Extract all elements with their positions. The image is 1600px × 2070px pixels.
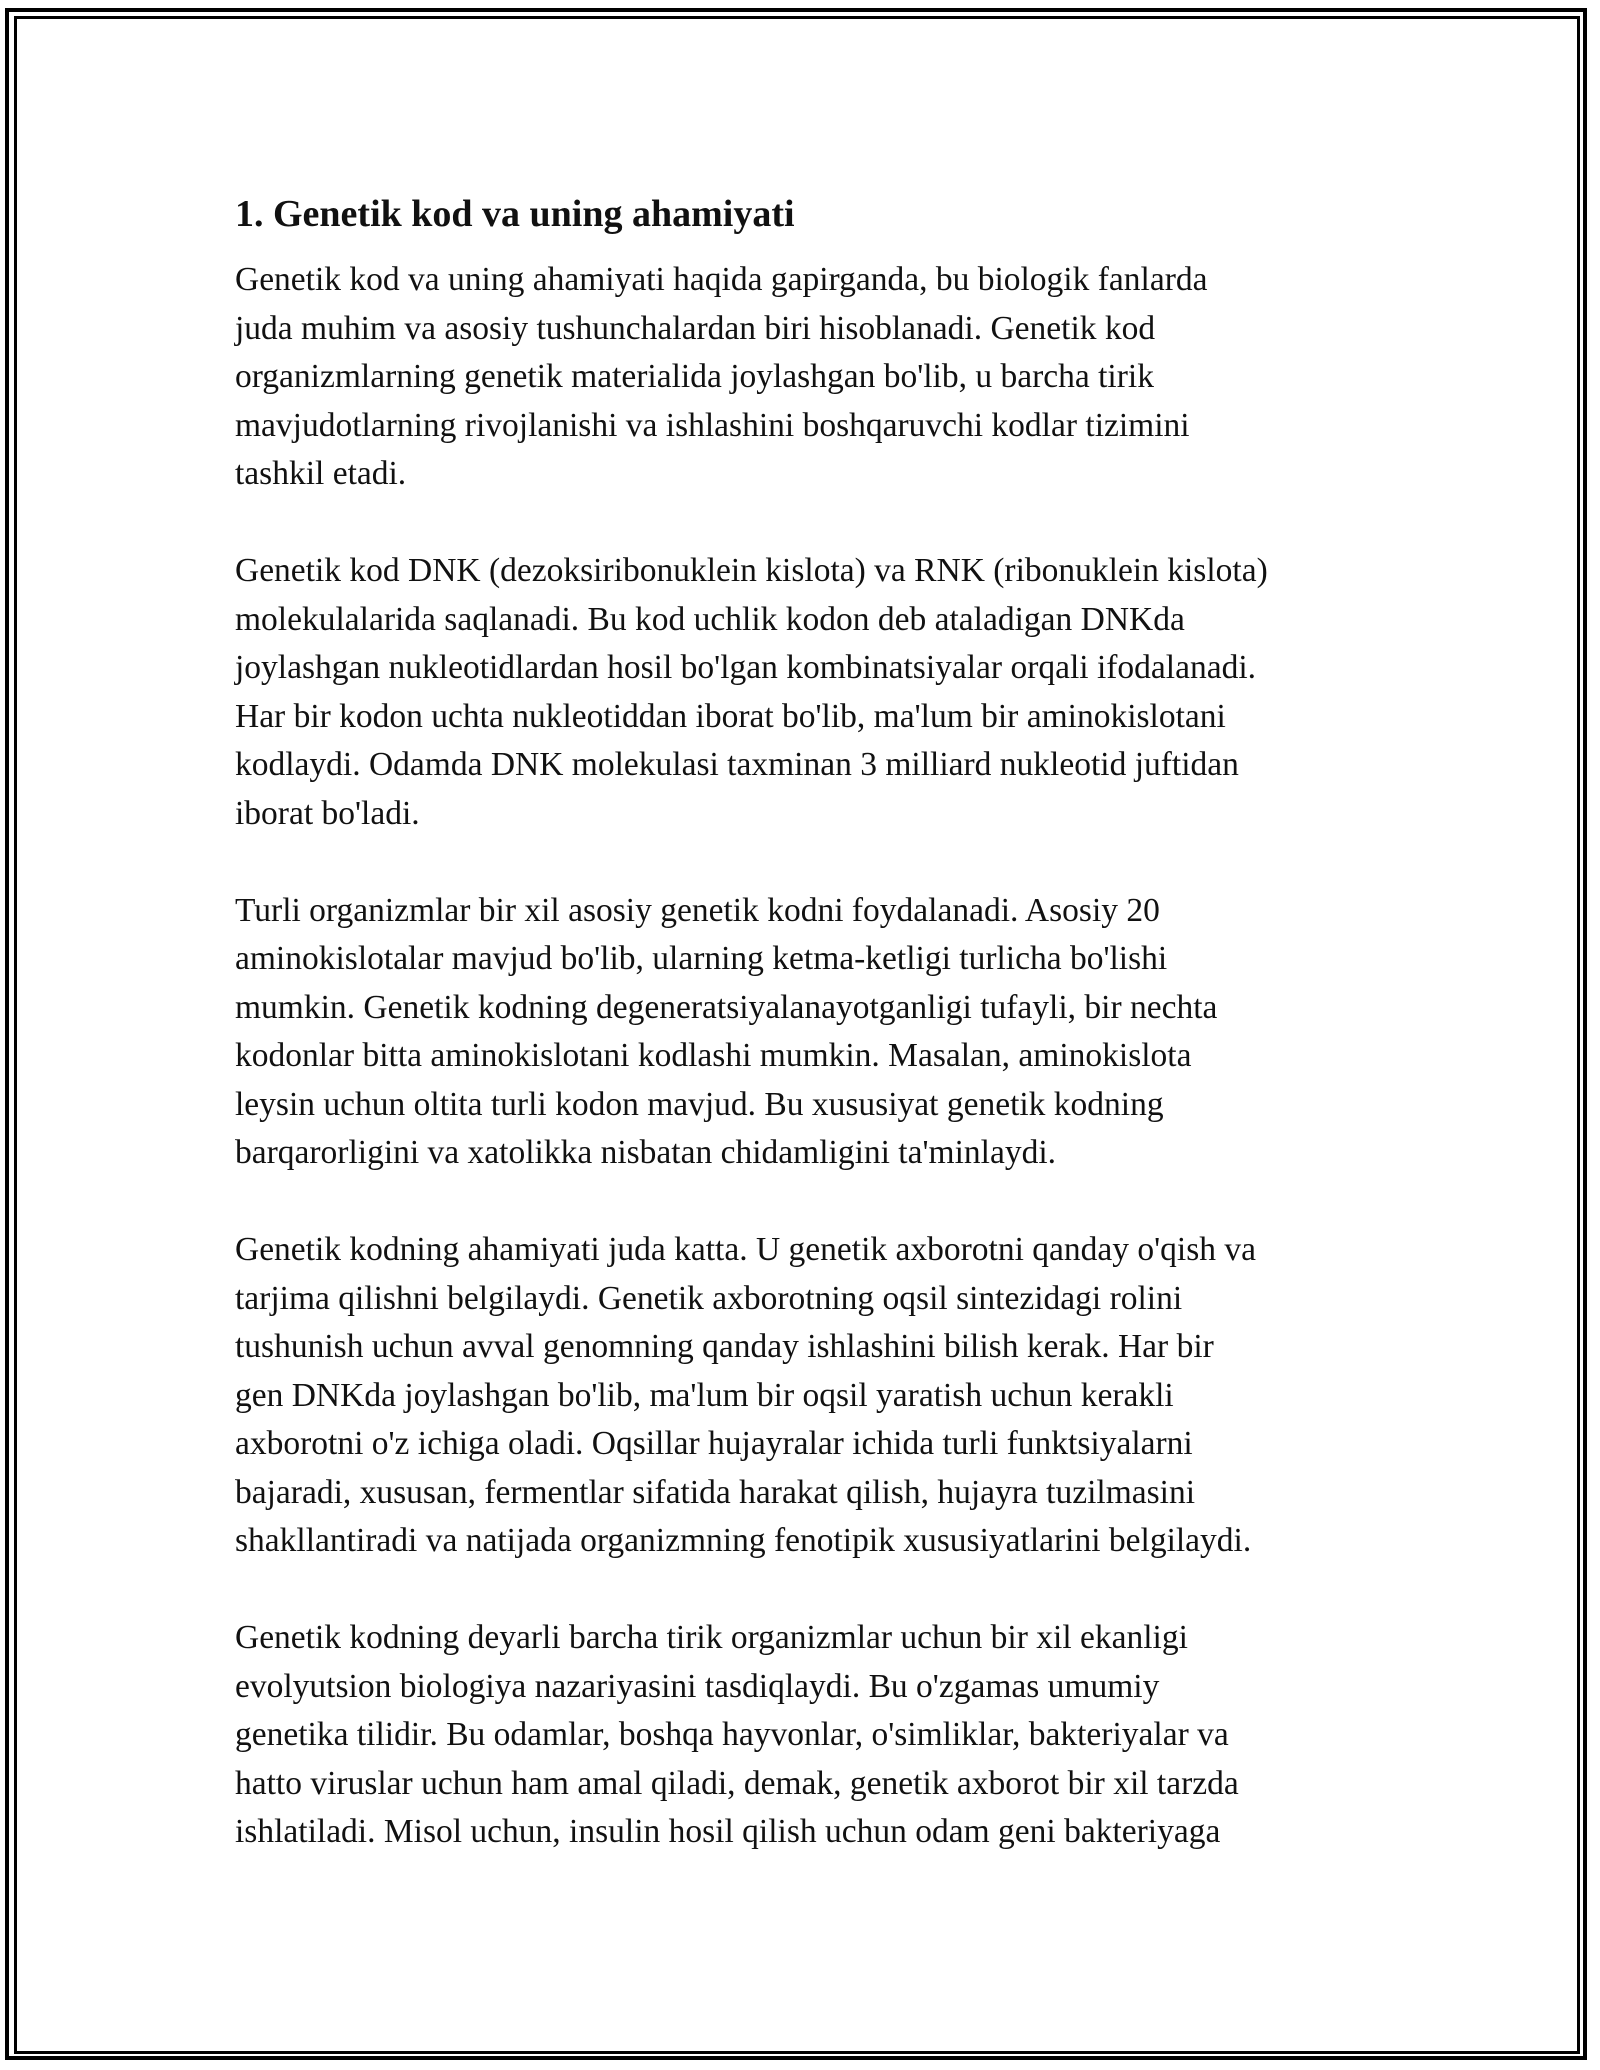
text-line: evolyutsion biologiya nazariyasini tasdiqlaydi. Bu o'zgamas umumiy bbox=[235, 1667, 1160, 1705]
text-line: axborotni o'z ichiga oladi. Oqsillar hujayralar ichida turli funktsiyalarni bbox=[235, 1425, 1193, 1462]
text-line: Har bir kodon uchta nukleotiddan iborat bo'lib, ma'lum bir aminokislotani bbox=[235, 697, 1226, 735]
text-line: iborat bo'ladi. bbox=[235, 794, 420, 832]
text-line: barqarorligini va xatolikka nisbatan chidamligini ta'minlaydi. bbox=[235, 1134, 1056, 1171]
text-line: ishlatiladi. Misol uchun, insulin hosil qilish uchun odam geni bakteriyaga bbox=[235, 1813, 1221, 1850]
text-line: juda muhim va asosiy tushunchalardan biri hisoblanadi. Genetik kod bbox=[235, 309, 1156, 347]
document-body bbox=[235, 186, 1375, 1905]
text-line: mumkin. Genetik kodning degeneratsiyalanayotganligi tufayli, bir nechta bbox=[235, 988, 1218, 1026]
paragraph-5 bbox=[235, 1614, 1375, 1857]
text-line: Genetik kodning ahamiyati juda katta. U genetik axborotni qanday o'qish va bbox=[235, 1231, 1257, 1268]
text-line: leysin uchun oltita turli kodon mavjud. Bu xususiyat genetik kodning bbox=[235, 1085, 1164, 1123]
paragraph-1 bbox=[235, 256, 1375, 499]
text-line: kodlaydi. Odamda DNK molekulasi taxminan 3 milliard nukleotid juftidan bbox=[235, 746, 1239, 783]
text-line: Turli organizmlar bir xil asosiy genetik kodni foydalanadi. Asosiy 20 bbox=[235, 891, 1160, 929]
text-line: Genetik kod DNK (dezoksiribonuklein kislota) va RNK (ribonuklein kislota) bbox=[235, 552, 1268, 589]
text-line: joylashgan nukleotidlardan hosil bo'lgan kombinatsiyalar orqali ifodalanadi. bbox=[235, 649, 1257, 686]
text-line: hatto viruslar uchun ham amal qiladi, demak, genetik axborot bir xil tarzda bbox=[235, 1764, 1239, 1802]
text-line: bajaradi, xususan, fermentlar sifatida harakat qilish, hujayra tuzilmasini bbox=[235, 1473, 1196, 1511]
text-line: molekulalarida saqlanadi. Bu kod uchlik kodon deb ataladigan DNKda bbox=[235, 600, 1185, 638]
text-line: kodonlar bitta aminokislotani kodlashi mumkin. Masalan, aminokislota bbox=[235, 1037, 1192, 1074]
text-line: gen DNKda joylashgan bo'lib, ma'lum bir oqsil yaratish uchun kerakli bbox=[235, 1376, 1174, 1414]
text-line: tashkil etadi. bbox=[235, 455, 407, 492]
text-line: organizmlarning genetik materialida joylashgan bo'lib, u barcha tirik bbox=[235, 358, 1154, 395]
paragraph-3 bbox=[235, 887, 1375, 1178]
text-line: Genetik kodning deyarli barcha tirik organizmlar uchun bir xil ekanligi bbox=[235, 1619, 1188, 1656]
paragraph-2 bbox=[235, 547, 1375, 838]
text-line: shakllantiradi va natijada organizmning fenotipik xususiyatlarini belgilaydi. bbox=[235, 1522, 1252, 1559]
text-line: tushunish uchun avval genomning qanday ishlashini bilish kerak. Har bir bbox=[235, 1328, 1214, 1365]
text-line: mavjudotlarning rivojlanishi va ishlashini boshqaruvchi kodlar tizimini bbox=[235, 406, 1190, 444]
section-heading: 1. Genetik kod va uning ahamiyati bbox=[235, 193, 795, 235]
paragraph-4 bbox=[235, 1226, 1375, 1566]
text-line: tarjima qilishni belgilaydi. Genetik axborotning oqsil sintezidagi rolini bbox=[235, 1279, 1183, 1317]
text-line: aminokislotalar mavjud bo'lib, ularning ketma-ketligi turlicha bo'lishi bbox=[235, 940, 1168, 977]
text-line: Genetik kod va uning ahamiyati haqida gapirganda, bu biologik fanlarda bbox=[235, 261, 1208, 298]
text-line: genetika tilidir. Bu odamlar, boshqa hayvonlar, o'simliklar, bakteriyalar va bbox=[235, 1716, 1229, 1753]
